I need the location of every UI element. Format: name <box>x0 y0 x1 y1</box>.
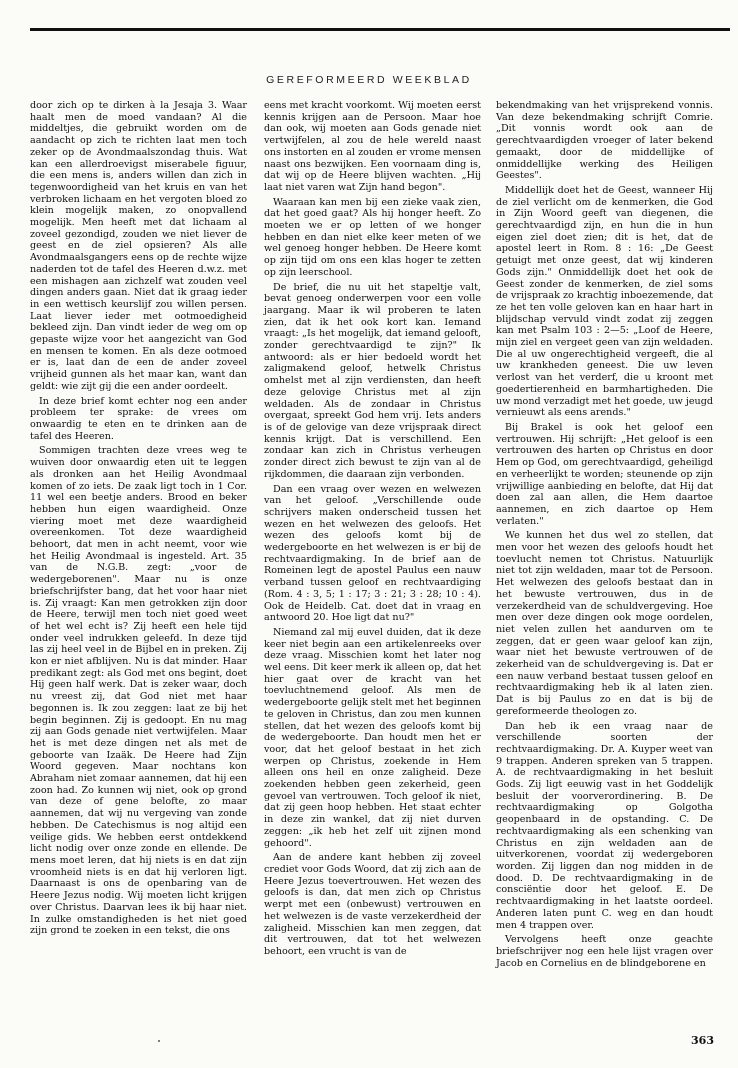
text-columns <box>30 100 716 1030</box>
column-2 <box>264 100 481 961</box>
paragraph: De brief, die nu uit het stapeltje valt, bevat genoeg onderwerpen voor een volle jaargang. Maar ik wil proberen te laten zien, dat ik het ook kort kan. Iemand vraagt: „Is het mogelijk, dat iemand gelooft, zonder gerechtvaardigd te zijn?" Ik antwoord: als er hier bedoeld wordt het zaligmakend geloof, hetwelk Christus omhelst met al zijn verdiensten, dan heeft deze gelovige Christus met al zijn weldaden. Als de zondaar in Christus overgaat, spreekt God hem vrij. Iets anders is of de gelovige van deze vrijspraak direct kennis krijgt. Dat is verschillend. Een zondaar kan zich in Christus verheugen zonder direct zich bewust te zijn van al de rijkdommen, die daaraan zijn verbonden. <box>264 281 481 480</box>
paragraph: Aan de andere kant hebben zij zoveel crediet voor Gods Woord, dat zij zich aan de Heere Jezus toevertrouwen. Het wezen des geloofs is dan, dat men zich op Christus werpt met een (onbewust) vertrouwen en het welwezen is de vaste verzekerdheid der zaligheid. Misschien kan men zeggen, dat dit vertrouwen, dat tot het welwezen behoort, een vrucht is van de <box>264 852 481 957</box>
paragraph: Bij Brakel is ook het geloof een vertrouwen. Hij schrijft: „Het geloof is een vertrouwen des harten op Christus en door Hem op God, om gerechtvaardigd, geheiligd en verheerlijkt te worden; steunende op zijn vrijwillige aanbieding en belofte, dat Hij dat doen zal aan allen, die Hem daartoe aannemen, en zich daartoe op Hem verlaten." <box>496 421 713 527</box>
paragraph: In deze brief komt echter nog een ander probleem ter sprake: de vrees om onwaardig te eten en te drinken aan de tafel des Heeren. <box>30 395 247 442</box>
paragraph: bekendmaking van het vrijsprekend vonnis. Van deze bekendmaking schrijft Comrie. „Dit vonnis wordt ook aan de gerechtvaardigden vroeger of later bekend gemaakt, door de middellijke of onmiddellijke werking des Heiligen Geestes". <box>496 100 713 182</box>
paragraph: Niemand zal mij euvel duiden, dat ik deze keer niet begin aan een artikelenreeks over deze vraag. Misschien komt het later nog wel eens. Dit keer merk ik alleen op, dat het hier gaat over de kracht van het toevluchtnemend geloof. Als men de wedergeboorte gelijk stelt met het beginnen te geloven in Christus, dan zou men kunnen stellen, dat het wezen des geloofs komt bij de wedergeboorte. Dan houdt men het er voor, dat het geloof bestaat in het zich werpen op Christus, zoekende in Hem alleen ons heil en onze zaligheid. Deze zoekenden hebben geen zekerheid, geen gevoel van vertrouwen. Toch geloof ik niet, dat zij geen hoop hebben. Het staat echter in deze zin wankel, dat zij niet durven zeggen: „ik heb het zelf uit zijnen mond gehoord". <box>264 626 481 849</box>
paragraph: Vervolgens heeft onze geachte briefschrijver nog een hele lijst vragen over Jacob en Cornelius en de blindgeborene en <box>496 934 713 969</box>
column-1 <box>30 100 247 940</box>
print-speck <box>158 1040 160 1042</box>
paragraph: door zich op te dirken à la Jesaja 3. Waar haalt men de moed vandaan? Al die middeltjes, die gebruikt worden om de aandacht op zich te richten laat men toch zeker op de Avondmaalszondag thuis. Wat kan een allerdroevigst miserabele figuur, die een mens is, anders willen dan zich in tegenwoordigheid van het kruis en van het verbroken lichaam en het vergoten bloed zo klein mogelijk maken, zo onopvallend mogelijk. Men heeft met dat lichaam al zoveel gezondigd, zouden we niet liever de geest en de ziel opsieren? Als alle Avondmaalsgangers eens op de rechte wijze naderden tot de tafel des Heeren d.w.z. met een mishagen aan zichzelf wat zouden veel dingen anders gaan. Niet dat ik graag ieder in een wettisch keurslijf zou willen persen. Laat liever ieder met ootmoedigheid bekleed zijn. Dan vindt ieder de weg om op gepaste wijze voor het aangezicht van God en mensen te komen. En als deze ootmoed er is, laat dan de een de ander zoveel vrijheid gunnen als het maar kan, want dan geldt: wie zijt gij die een ander oordeelt. <box>30 100 247 392</box>
page-number: 363 <box>691 1034 714 1047</box>
paragraph: We kunnen het dus wel zo stellen, dat men voor het wezen des geloofs houdt het toevlucht nemen tot Christus. Natuurlijk niet tot zijn weldaden, maar tot de Persoon. Het welwezen des geloofs bestaat dan in het bewuste vertrouwen, dus in de verzekerdheid van de schuldvergeving. Hoe men over deze dingen ook moge oordelen, niet velen zullen het aandurven om te zeggen, dat er geen waar geloof kan zijn, waar niet het bewuste vertrouwen of de zekerheid van de schuldvergeving is. Dat er een nauw verband bestaat tussen geloof en rechtvaardigmaking heb ik al laten zien. Dat is bij Paulus zo en dat is bij de gereformeerde theologen zo. <box>496 530 713 717</box>
paragraph: Dan heb ik een vraag naar de verschillende soorten der rechtvaardigmaking. Dr. A. Kuyper weet van 9 trappen. Anderen spreken van 5 trappen. A. de rechtvaardigmaking in het besluit Gods. Zij ligt eeuwig vast in het Goddelijk besluit der voorverordinering. B. De rechtvaardigmaking op Golgotha geopenbaard in de opstanding. C. De rechtvaardigmaking als een schenking van Christus en zijn weldaden aan de uitverkorenen, voordat zij wedergeboren worden. Zij liggen dan nog midden in de dood. D. De rechtvaardigmaking in de consciëntie door het geloof. E. De rechtvaardigmaking in het laatste oordeel. Anderen laten punt C. weg en dan houdt men 4 trappen over. <box>496 720 713 931</box>
paragraph: Dan een vraag over wezen en welwezen van het geloof. „Verschillende oude schrijvers maken onderscheid tussen het wezen en het welwezen des geloofs. Het wezen des geloofs komt bij de wedergeboorte en het welwezen is er bij de rechtvaardigmaking. In de brief aan de Romeinen legt de apostel Paulus een nauw verband tussen geloof en rechtvaardiging (Rom. 4 : 3, 5; 1 : 17; 3 : 21; 3 : 28; 10 : 4). Ook de Heidelb. Cat. doet dat in vraag en antwoord 20. Hoe ligt dat nu?" <box>264 483 481 624</box>
column-3 <box>496 100 713 972</box>
paragraph: eens met kracht voorkomt. Wij moeten eerst kennis krijgen aan de Persoon. Maar hoe dan ook, wij moeten aan Gods genade niet vertwijfelen, al zou de hele wereld naast ons instorten en al zouden er vrome mensen naast ons bezwijken. Een voornaam ding is, dat wij op de Heere blijven wachten. „Hij laat niet varen wat Zijn hand begon". <box>264 100 481 193</box>
top-rule <box>30 28 730 31</box>
paragraph: Sommigen trachten deze vrees weg te wuiven door onwaardig eten uit te leggen als dronken aan het Heilig Avondmaal komen of zo iets. De zaak ligt toch in 1 Cor. 11 wel een beetje anders. Brood en beker hebben hun eigen waardigheid. Onze viering moet met deze waardigheid overeenkomen. Tot deze waardigheid behoort, dat men in acht neemt, voor wie het Heilig Avondmaal is ingesteld. Art. 35 van de N.G.B. zegt: „voor de wedergeborenen". Maar nu is onze briefschrijfster bang, dat het voor haar niet is. Zij vraagt: Kan men getrokken zijn door de Heere, terwijl men toch niet goed weet of het wel echt is? Zij heeft een hele tijd onder veel indrukken geleefd. In deze tijd las zij heel veel in de Bijbel en in preken. Zij kon er niet afblijven. Nu is dat minder. Haar predikant zegt: als God met ons begint, doet Hij geen half werk. Dat is zeker waar, doch nu vreest zij, dat God niet met haar begonnen is. Ik zou zeggen: laat ze bij het begin beginnen. Zij is gedoopt. En nu mag zij aan Gods genade niet vertwijfelen. Maar het is met deze dingen net als met de geboorte van Izaäk. De Heere had Zijn Woord gegeven. Maar nochtans kon Abraham niet zomaar aannemen, dat hij een zoon had. Zo kunnen wij niet, ook op grond van deze of gene belofte, zo maar aannemen, dat wij nu vergeving van zonde hebben. De Catechismus is nog altijd een veilige gids. We hebben eerst ontdekkend licht nodig over onze zonde en ellende. De mens moet leren, dat hij niets is en dat zijn vroomheid niets is en dat hij verloren ligt. Daarnaast is ons de openbaring van de Heere Jezus nodig. Wij moeten licht krijgen over Christus. Daarvan lees ik bij haar niet. In zulke omstandigheden is het niet goed zijn grond te zoeken in een tekst, die ons <box>30 445 247 937</box>
paragraph: Waaraan kan men bij een zieke vaak zien, dat het goed gaat? Als hij honger heeft. Zo moeten we er op letten of we honger hebben en dan niet elke keer meten of we wel genoeg honger hebben. De Heere komt op zijn tijd om ons een klas hoger te zetten op zijn leerschool. <box>264 196 481 278</box>
running-header: GEREFORMEERD WEEKBLAD <box>266 74 472 86</box>
paragraph: Middellijk doet het de Geest, wanneer Hij de ziel verlicht om de kenmerken, die God in Zijn Woord geeft van diegenen, die gerechtvaardigd zijn, en hun die in hun eigen ziel doet zien; dit is het, dat de apostel leert in Rom. 8 : 16: „De Geest getuigt met onze geest, dat wij kinderen Gods zijn." Onmiddellijk doet het ook de Geest zonder de kenmerken, de ziel soms de vrijspraak zo krachtig inboezemende, dat ze het ten volle geloven kan en haar hart in blijdschap vervuld vindt zodat zij zeggen kan met Psalm 103 : 2—5: „Loof de Heere, mijn ziel en vergeet geen van zijn weldaden. Die al uw ongerechtigheid vergeeft, die al uw krankheden geneest. Die uw leven verlost van het verderf, die u kroont met goedertierenheid en barmhartigheden. Die uw mond verzadigt met het goede, uw jeugd vernieuwt als eens arends." <box>496 184 713 419</box>
